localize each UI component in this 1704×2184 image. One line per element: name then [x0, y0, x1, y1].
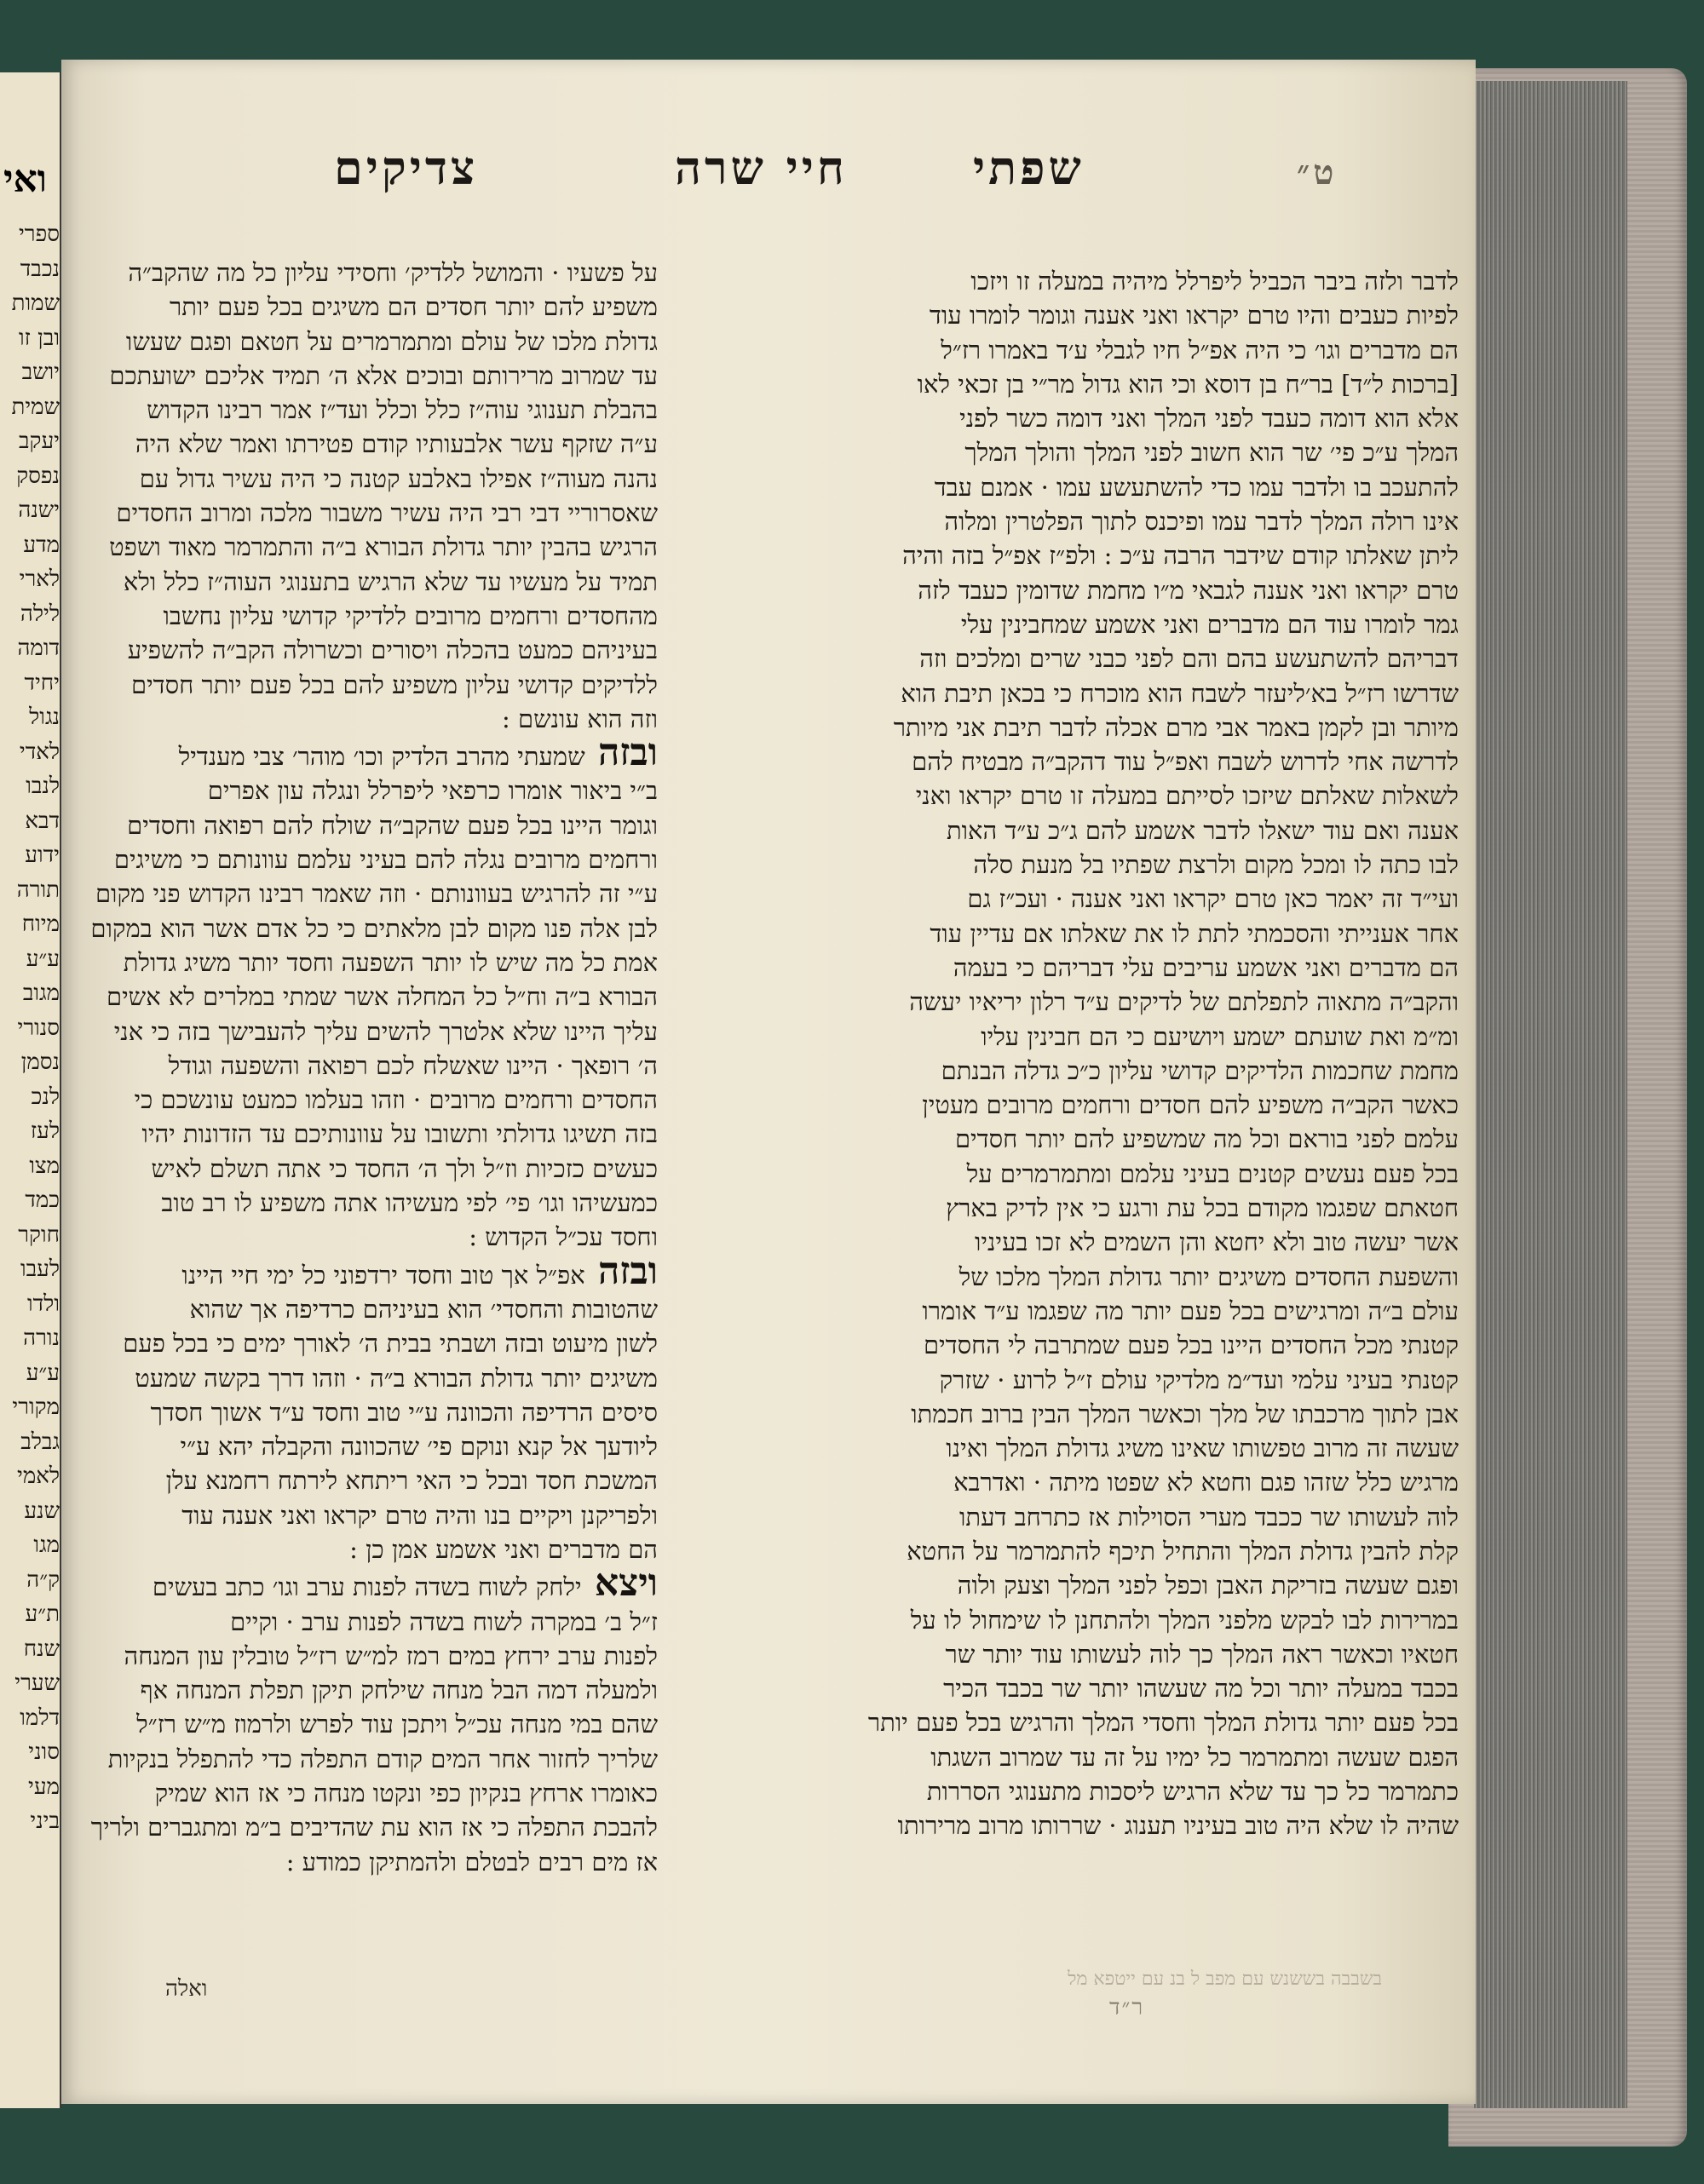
- text-line: סיסים הרדיפה והכוונה ע״י טוב וחסד ע״ד אשוך חסדך: [150, 1397, 658, 1427]
- text-line: לפנות ערב ירחץ במים רמז למ״ש רז״ל טובלין עון המנחה: [124, 1641, 658, 1670]
- prev-page-line: שמית: [11, 394, 60, 420]
- prev-page-line: ובן זו: [19, 325, 60, 351]
- text-line: גמר לומרו עוד הם מדברים ואני אשמע שמחבינין עלי: [960, 609, 1459, 639]
- text-line: החסדים ורחמים מרובים · וזהו בעלמו כמעט עונשכם כי: [134, 1085, 658, 1115]
- prev-page-line: ת״ע: [25, 1601, 60, 1627]
- prev-page-line: יחיד: [24, 670, 60, 696]
- text-line: ליתן שאלתו קודם שידבר הרבה ע״כ : ולפ״ז אפ״ל בזה והיה: [902, 541, 1459, 571]
- text-line: וחסד עכ״ל הקדוש :: [469, 1222, 658, 1252]
- text-line: לפיות כעבים והיו טרם יקראו ואני אענה וגומר לומרו עוד: [929, 301, 1459, 330]
- prev-page-line: נורה: [23, 1325, 60, 1351]
- prev-page-line: יושב: [21, 359, 60, 385]
- running-header: [61, 141, 1476, 209]
- text-line: [ברכות ל״ד] בר״ח בן דוסא וכי הוא גדול מר״י בן זכאי לאו: [917, 369, 1459, 399]
- text-line: משיגים יותר גדולת הבורא ב״ה · וזהו דרך בקשה שמעט: [135, 1363, 658, 1393]
- prev-page-line: ע״ע: [26, 945, 60, 972]
- prev-page-line: מצו: [29, 1152, 60, 1179]
- text-line: אלא הוא דומה כעבד לפני המלך ואני דומה כשר לפני: [959, 404, 1459, 434]
- prev-page-line: לעבו: [20, 1256, 60, 1282]
- prev-page-line: מגוב: [22, 980, 60, 1006]
- page-number: ט״: [1297, 152, 1338, 193]
- text-line: ולפריקנן ויקיים בנו והיה טרם יקראו ואני אענה עוד: [181, 1500, 658, 1530]
- text-line: שדרשו רז״ל בא׳ליעזר לשבח הוא מוכרח כי בכאן תיבת הוא: [901, 678, 1459, 708]
- text-line: הבורא ב״ה וח״ל כל המחלה אשר שמתי במלרים לא אשים: [106, 982, 658, 1012]
- text-line: להתעכב בו ולדבר עמו כדי להשתעשע עמו · אמנם עבד: [934, 472, 1459, 502]
- prev-page-line: ע״ע: [26, 1359, 60, 1386]
- text-line: גדולת מלכו של עולם ומתמרמרים על חטאם ופגם שעשו: [125, 326, 658, 356]
- prev-page-line: גבלב: [20, 1428, 60, 1455]
- text-line: אז מים רבים לבטלם ולהמתיקן כמודע :: [285, 1847, 658, 1877]
- prev-page-line: דומה: [17, 635, 60, 661]
- text-line: כאשר הקב״ה משפיע להם חסדים ורחמים מרובים מעטין: [922, 1090, 1459, 1120]
- prev-page-line: לאמי: [17, 1463, 60, 1489]
- text-line: כתמרמר כל כך עד שלא הרגיש ליסכות מתענוגי הסררות: [926, 1777, 1459, 1807]
- prev-page-line: יעקב: [19, 428, 60, 454]
- text-line: ומ״מ ואת שועתם ישמע ויושיעם כי הם חבינין עליו: [981, 1021, 1459, 1051]
- text-line: ובזה שמעתי מהרב הלדיק וכו׳ מוהר׳ צבי מענדיל: [178, 736, 658, 774]
- text-line: בכבד במעלה יותר וכל מה שעשהו יותר שר בכבד הכיר: [943, 1674, 1459, 1704]
- prev-page-line: שנח: [23, 1635, 60, 1662]
- text-line: דבריהם להשתעשע בהם והם לפני כבני שרים ומלכים וזה: [919, 644, 1459, 674]
- prev-page-line: מגו: [33, 1532, 60, 1558]
- text-line: המשכת חסד ובכל כי האי ריתחא לירתח רחמנא עלן: [165, 1466, 658, 1496]
- text-line: ע״י זה להרגיש בעוונותם · וזה שאמר רבינו הקדוש פני מקום: [95, 879, 658, 909]
- text-line: שהם במי מנחה עכ״ל ויתכן עוד לפרש ולרמוז מ״ש רז״ל: [136, 1710, 658, 1739]
- previous-page-sliver: [0, 72, 62, 2108]
- text-line: נהנה מעוה״ז אפילו באלבע קטנה כי היה עשיר גדול עם: [139, 463, 658, 493]
- prev-page-line: שערי: [14, 1670, 60, 1696]
- prev-page-line: מיוח: [21, 911, 60, 937]
- text-line: לשאלות שאלתם שיזכו לסייתם במעלה זו טרם יקראו ואני: [915, 781, 1459, 811]
- text-line: לבו כתה לו ומכל מקום ולרצת שפתיו בל מנעת סלה: [973, 850, 1459, 880]
- prev-page-line: נסמן: [20, 1049, 60, 1075]
- text-line: קטנתי בעיני עלמי ועד״מ מלדיקי עולם ז״ל לרוע · שזרק: [939, 1365, 1459, 1394]
- header-title-part1: שפתי: [973, 141, 1085, 195]
- prev-page-big-letter: ואי: [3, 158, 48, 201]
- text-line: אינו רולה המלך לדבר עמו ופיכנס לתוך הפלטרין ומלוה: [944, 507, 1459, 537]
- prev-page-column: [7, 217, 60, 1839]
- prev-page-line: נכבד: [20, 256, 60, 282]
- prev-page-line: דלמו: [20, 1704, 60, 1731]
- text-line: וזה הוא עונשם :: [501, 704, 658, 733]
- text-line: עליך היינו שלא אלטרך להשים עליך להעבישך בזה כי אני: [113, 1016, 658, 1046]
- text-line: חטאתם שפגמו מקודם בכל עת ורגע כי אין לדיק בארץ: [946, 1193, 1459, 1223]
- prev-page-line: ספרי: [18, 221, 60, 247]
- prev-page-line: סנורי: [17, 1014, 60, 1041]
- text-line: הם מדברים וגו׳ כי היה אפ״ל חיו לגבלי ע׳ד באמרו רז״ל: [941, 335, 1459, 365]
- prev-page-line: לאדי: [19, 739, 60, 765]
- text-line: אחר אענייתי והסכמתי לתת לו את שאלתו אם עדיין עוד: [930, 918, 1459, 948]
- text-line: והקב״ה מתאוה לתפלתם של לדיקים ע״ד רלון יריאיו יעשה: [909, 987, 1459, 1017]
- text-line: ויצא ילחק לשוח בשדה לפנות ערב וגו׳ כתב בעשים: [152, 1566, 658, 1605]
- text-line: המלך ע״כ פי׳ שר הוא חשוב לפני המלך והולך המלך: [964, 438, 1459, 468]
- prev-page-line: שמות: [11, 290, 60, 316]
- text-line: מהחסדים ורחמים מרובים ללדיקי קדושי עליון נחשבו: [163, 601, 658, 630]
- prev-page-line: כמד: [25, 1187, 60, 1213]
- text-line: משפיע להם יותר חסדים הם משיגים בכל פעם יותר: [169, 292, 658, 322]
- text-line: ללדיקים קדושי עליון משפיע להם בכל פעם יותר חסדים: [130, 670, 658, 699]
- text-line: ה׳ רופאך · היינו שאשלח לכם רפואה והשפעה וגודל: [168, 1050, 658, 1080]
- text-line: להבכת התפלה כי אז הוא עת שהדיבים ב״מ ומתגברים ולריך: [90, 1813, 658, 1842]
- text-line: ובזה אפ״ל אך טוב וחסד ירדפוני כל ימי חיי היינו: [181, 1254, 658, 1292]
- prev-page-line: מקורי: [12, 1394, 60, 1420]
- text-line: בהבלת תענוגי עוה״ז כלל וכלל ועד״ז אמר רבינו הקדוש: [147, 395, 658, 425]
- text-line: אענה ואם עוד ישאלו לדבר אשמע להם ג״כ ע״ד האות: [946, 815, 1459, 845]
- text-line: כאומרו ארחץ בנקיון כפי ונקטו מנחה כי אז הוא שמיק: [154, 1779, 658, 1808]
- header-title-part3: צדיקים: [334, 141, 479, 195]
- text-line: מיותר ובן לקמן באמר אבי מרם אכלה לדבר תיבת אני מיותר: [893, 712, 1459, 742]
- text-line: וגומר היינו בכל פעם שהקב״ה שולח להם רפואה וחסדים: [127, 810, 658, 840]
- prev-page-line: תורה: [16, 876, 60, 903]
- text-line: עד שמרוב מרירותם ובוכים אלא ה׳ תמיד אליכם ישועתכם: [109, 360, 658, 390]
- prev-page-line: ביני: [30, 1808, 60, 1834]
- text-line: קלת להבין גדולת המלך והתחיל תיכף להתמרמר על החטא: [907, 1536, 1459, 1566]
- left-text-column: [61, 256, 658, 1879]
- prev-page-line: לנכ: [31, 1083, 60, 1110]
- text-line: שהיה לו שלא היה טוב בעיניו תענוג · שררותו מרוב מרירותו: [897, 1811, 1459, 1841]
- text-line: ולמעלה דמה הבל מנחה שילחק תיקן תפלת המנחה אף: [140, 1675, 658, 1705]
- text-line: ב״י ביאור אומרו כרפאי ליפרלל ונגלה עון אפרים: [207, 776, 658, 806]
- book-page: [61, 60, 1476, 2104]
- text-line: הרגיש בהבין יותר גדולת הבורא ב״ה והתמרמר מאוד ושפט: [109, 532, 658, 562]
- prev-page-line: ולדו: [27, 1290, 60, 1317]
- text-line: במרירות לבו לבקש מלפני המלך ולהתחנן לו שימחול לו על: [910, 1605, 1459, 1635]
- prev-page-line: נגול: [29, 704, 60, 730]
- text-line: בכל פעם יותר גדולת המלך וחסדי המלך והרגיש בכל פעם יותר: [867, 1708, 1459, 1738]
- catchword: ואלה: [165, 1976, 208, 2002]
- text-line: ורחמים מרובים נגלה להם בעיני עלמם עוונותם כי משיגים: [113, 845, 658, 875]
- text-line: ופגם שעשה בזריקת האבן וכפל לפני המלך וצעק ולוה: [957, 1571, 1459, 1601]
- prev-page-line: לארי: [19, 566, 60, 592]
- prev-page-line: לעז: [30, 1118, 60, 1144]
- prev-page-line: נפסק: [16, 463, 60, 489]
- prev-page-line: ק״ה: [26, 1566, 60, 1593]
- prev-page-line: לנבו: [26, 773, 60, 799]
- prev-page-line: ישנה: [18, 497, 60, 523]
- text-line: תמיד על מעשיו עד שלא הרגיש בתענוגי העוה״ז כלל ולא: [123, 566, 658, 596]
- text-line: מחמת שחכמות הלדיקים קדושי עליון כ״כ גדלה הבנתם: [941, 1055, 1459, 1085]
- text-line: והשפעת החסדים משיגים יותר גדולת המלך מלכו של: [958, 1262, 1459, 1291]
- prev-page-line: סוני: [28, 1739, 60, 1765]
- text-line: לוה לעשותו שר ככבד מערי הסוילות אז כתרחב דעתו: [958, 1502, 1459, 1532]
- text-line: שעשה זה מרוב טפשותו שאינו משיג גדולת המלך ואינו: [946, 1434, 1459, 1463]
- text-line: לבן אלה פנו מקום לבן מלאתים כי כל אדם אשר הוא במקום: [90, 913, 658, 943]
- text-line: אבן לתוך מרכבתו של מלך וכאשר המלך הבין ברוב חכמתו: [911, 1399, 1459, 1428]
- header-title-part2: חיי שרה: [675, 141, 848, 195]
- text-line: הם מדברים ואני אשמע עריבים עלי דבריהם כי בעמה: [953, 952, 1459, 982]
- prev-page-line: מעי: [28, 1773, 60, 1800]
- text-line: ז״ל ב׳ במקרה לשוח בשדה לפנות ערב · וקיים: [230, 1606, 658, 1636]
- text-line: חטאיו וכאשר ראה המלך כך לוה לעשותו עוד יותר שר: [945, 1639, 1459, 1669]
- prev-page-line: מדע: [23, 532, 60, 558]
- text-line: לדבר ולזה ביבר הכביל ליפרלל מיהיה במעלה זו ויזכו: [970, 267, 1459, 296]
- text-line: הם מדברים ואני אשמע אמן כן :: [349, 1534, 658, 1564]
- text-line: טרם יקראו ואני אענה לגבאי מ״ו מחמת שדומין כעבד לזה: [918, 575, 1459, 605]
- text-line: שאסרוריי דבי רבי היה עשיר משבור מלכה ומרוב החסדים: [116, 498, 658, 528]
- text-line: ע״ה שזקף עשר אלבעותיו קודם פטירתו ואמר שלא היה: [135, 429, 658, 459]
- text-line: הפגם שעשה ומתמרמר כל ימיו על זה עד שמרוב השגתו: [930, 1742, 1459, 1772]
- text-line: עולם ב״ה ומרגישים בכל פעם יותר מה שפגמו ע״ד אומרו: [922, 1296, 1459, 1325]
- text-line: בעיניהם כמעט בהכלה ויסורים וכשרולה הקב״ה להשפיע: [127, 635, 658, 665]
- prev-page-line: ידוע: [25, 842, 60, 868]
- faded-bottom-line: בשבבה בששנש עם מפב ל בנ עם ייטפא מל: [1068, 1968, 1382, 1990]
- text-line: על פשעיו · והמושל ללדיק׳ וחסידי עליון כל מה שהקב״ה: [128, 258, 658, 287]
- text-line: עלמם לפני בוראם וכל מה שמשפיע להם יותר חסדים: [954, 1124, 1459, 1154]
- page-signature: ר״ד: [1109, 1995, 1145, 2020]
- text-line: אמת כל מה שיש לו יותר השפעה וחסד יותר משיג גדולת: [123, 947, 658, 977]
- text-line: אשר יעשה טוב ולא יחטא והן השמים לא זכו בעיניו: [974, 1227, 1459, 1257]
- text-line: ליודעך אל קנא ונוקם פי׳ שהכוונה והקבלה יהא ע״י: [180, 1432, 658, 1462]
- text-line: בזה תשיגו גדולתי ותשובו על עוונותיכם עד הזדונות יהיו: [141, 1119, 658, 1149]
- text-line: לדרשה אחי לדרוש לשבח ואפ״ל עוד דהקב״ה מבטיח להם: [912, 747, 1459, 777]
- text-line: קטנתי מכל החסדים היינו בכל פעם שמתרבה לי החסדים: [923, 1331, 1459, 1360]
- text-line: כמעשיהו וגו׳ פי׳ לפי מעשיהו אתה משפיע לו רב טוב: [161, 1188, 658, 1218]
- right-text-column: [683, 264, 1459, 1843]
- text-line: לשון מיעוט ובזה ושבתי בבית ה׳ לאורך ימים כי בכל פעם: [123, 1329, 658, 1359]
- prev-page-line: שנע: [24, 1497, 60, 1524]
- text-line: שלריך לחזור אחר המים קודם התפלה כדי להתפלל בנקיות: [107, 1744, 658, 1773]
- text-line: ועי״ד זה יאמר כאן טרם יקראו ואני אענה · ועכ״ז גם: [967, 884, 1459, 914]
- prev-page-line: חוקר: [18, 1221, 60, 1248]
- prev-page-line: לילה: [20, 601, 60, 627]
- text-line: כעשים כזכיות וז״ל ולך ה׳ החסד כי אתה תשלם לאיש: [151, 1153, 658, 1183]
- text-line: שהטובות והחסדי׳ הוא בעיניהם כרדיפה אך שהוא: [189, 1294, 658, 1324]
- page-fore-edge: [1474, 81, 1627, 2108]
- prev-page-line: דבא: [25, 808, 60, 834]
- text-line: בכל פעם נעשים קטנים בעיני עלמם ומתמרמרים על: [966, 1158, 1459, 1188]
- text-line: מרגיש כלל שזהו פגם וחטא לא שפטו מיתה · ואדרבא: [953, 1468, 1459, 1497]
